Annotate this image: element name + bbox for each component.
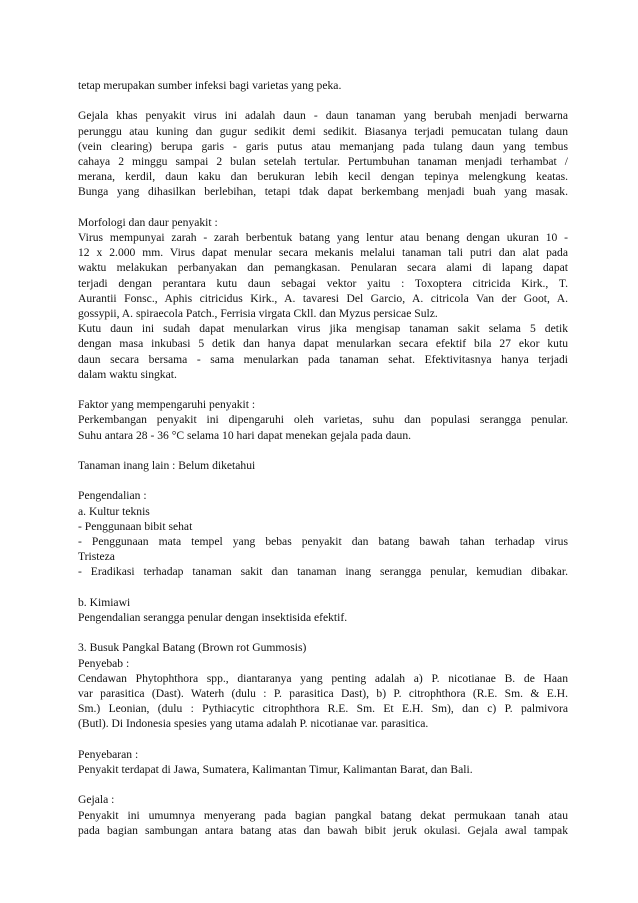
text-line: Gejala khas penyakit virus ini adalah daun - daun tanaman yang berubah menjadi berwarna [78,109,568,123]
text-line: Pengendalian serangga penular dengan insektisida efektif. [78,611,348,625]
paragraph-pengendalian [78,488,568,579]
text-line: var parasitica (Dast). Waterh (dulu : P. parasitica Dast), b) P. citrophthora (R.E. Sm. & E.H. [78,687,568,701]
text-line: Perkembangan penyakit ini dipengaruhi oleh varietas, suhu dan populasi serangga penular. [78,413,568,427]
section-heading: Gejala : [78,793,115,807]
paragraph-faktor [78,397,568,443]
paragraph-tanaman-inang [78,458,568,473]
section-heading: Pengendalian : [78,489,147,503]
section-heading: 3. Busuk Pangkal Batang (Brown rot Gummosis) [78,641,307,655]
text-line: - Penggunaan mata tempel yang bebas penyakit dan batang bawah tahan terhadap virus [78,535,568,549]
paragraph-gejala [78,792,568,838]
paragraph-penyebaran [78,747,568,777]
section-heading: Penyebaran : [78,747,139,761]
text-line: Kutu daun ini sudah dapat menularkan virus jika mengisap tanaman sakit selama 5 detik [78,322,568,336]
text-line: Aurantii Fonsc., Aphis citricidus Kirk., A. tavaresi Del Garcio, A. citricola Van der Goot, A. [78,291,568,305]
text-line: pada bagian sambungan antara batang atas dan bawah bibit jeruk okulasi. Gejala awal tampak [78,823,568,837]
paragraph-kimiawi [78,595,568,625]
text-line: (vein clearing) berupa garis - garis putus atau memanjang pada tulang daun yang tembus [78,139,568,153]
text-line: Suhu antara 28 - 36 °C selama 10 hari dapat menekan gejala pada daun. [78,428,412,442]
text-line: dalam waktu singkat. [78,367,177,381]
section-heading: Faktor yang mempengaruhi penyakit : [78,398,256,412]
text-line: perunggu atau kuning dan gugur sedikit demi sedikit. Biasanya terjadi pemucatan tulang daun [78,124,568,138]
section-heading: b. Kimiawi [78,595,131,609]
text-line: Penyakit terdapat di Jawa, Sumatera, Kalimantan Timur, Kalimantan Barat, dan Bali. [78,763,473,777]
text-line: - Eradikasi terhadap tanaman sakit dan tanaman inang serangga penular, kemudian dibakar. [78,565,568,579]
text-line: Penyebab : [78,656,130,670]
text-line: 12 x 2.000 mm. Virus dapat menular secara mekanis melalui tanaman tali putri dan alat pada [78,246,568,260]
text-line: - Penggunaan bibit sehat [78,519,193,533]
text-line: tetap merupakan sumber infeksi bagi varietas yang peka. [78,79,342,92]
paragraph-gejala-virus [78,108,568,199]
text-line: (Butl). Di Indonesia spesies yang utama adalah P. nicotianae var. parasitica. [78,717,429,731]
text-line: dengan masa inkubasi 5 detik dan hanya dapat menularkan secara efektif bila 27 ekor kutu [78,337,568,351]
text-line: gossypii, A. spiraecola Patch., Ferrisia virgata Ckll. dan Myzus persicae Sulz. [78,307,438,321]
document-page [78,78,568,853]
text-line: terjadi dengan perantara kutu daun sebagai vektor yaitu : Toxoptera citricida Kirk., T. [78,276,568,290]
text-line: Virus mempunyai zarah - zarah berbentuk batang yang lentur atau benang dengan ukuran 10 - [78,231,568,244]
text-line: Tristeza [78,550,115,564]
text-line: merana, kerdil, daun kaku dan berukuran lebih kecil dengan tepinya melengkung keatas. [78,170,568,184]
text-line: Bunga yang dihasilkan berlebihan, tetapi tdak dapat berkembang menjadi buah yang masak. [78,185,568,199]
paragraph-morfologi [78,215,568,382]
text-line: Tanaman inang lain : Belum diketahui [78,459,256,473]
text-line: waktu melakukan perbanyakan dan pemangkasan. Penularan secara alami di lapang dapat [78,261,568,275]
text-line: a. Kultur teknis [78,504,150,518]
section-heading: Morfologi dan daur penyakit : [78,215,218,229]
text-line: Penyakit ini umumnya menyerang pada bagian pangkal batang dekat permukaan tanah atau [78,808,568,822]
text-line: Cendawan Phytophthora spp., diantaranya yang penting adalah a) P. nicotianae B. de Haan [78,671,568,685]
text-line: Sm.) Leonian, (dulu : Pythiacytic citrophthora R.E. Sm. Et E.H. Sm), dan c) P. palmivora [78,702,568,716]
paragraph-busuk-pangkal-batang [78,640,568,731]
text-line: cahaya 2 minggu sampai 2 bulan setelah tertular. Pertumbuhan tanaman menjadi terhambat / [78,155,568,168]
paragraph-intro [78,78,568,93]
text-line: daun secara bersama - sama menularkan pada tanaman sehat. Efektivitasnya hanya terjadi [78,352,568,366]
